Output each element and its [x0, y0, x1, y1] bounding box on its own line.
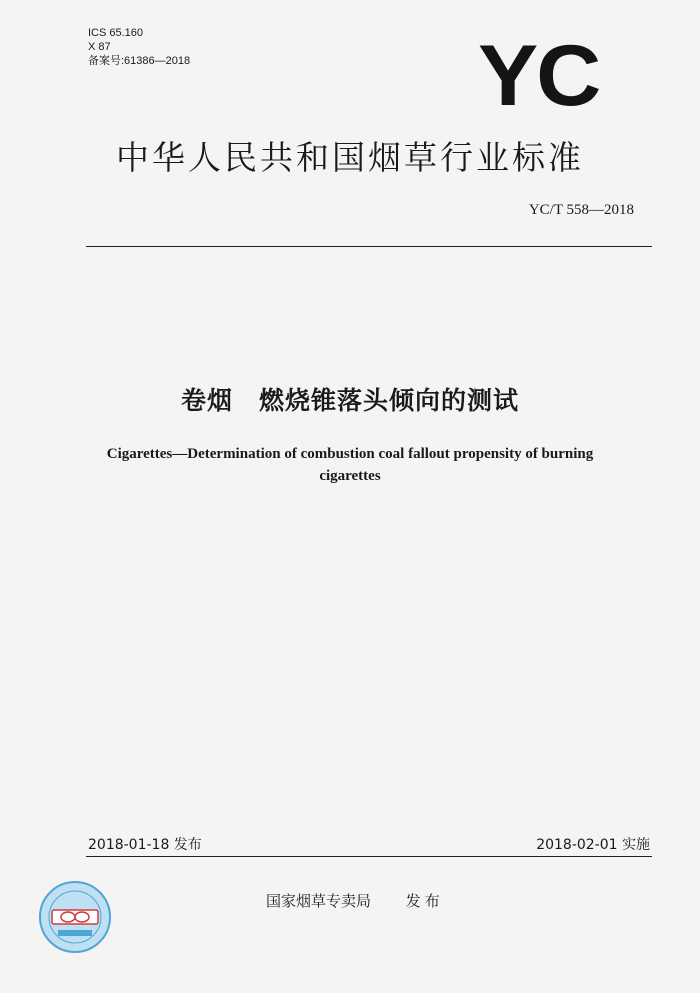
english-title: Cigarettes—Determination of combustion coal fallout propensity of burning cigarettes	[106, 446, 594, 484]
top-divider	[86, 246, 652, 247]
publisher-action: 发布	[405, 892, 444, 910]
implementation-date: 2018-02-01 实施	[536, 837, 650, 853]
standard-code: YC/T 558—2018	[528, 202, 634, 218]
bottom-divider	[86, 856, 652, 857]
standard-title: 中华人民共和国烟草行业标准	[116, 138, 584, 177]
record-number: 备案号:61386—2018	[88, 55, 191, 67]
yc-logo: YC	[478, 28, 600, 124]
publisher-name: 国家烟草专卖局	[266, 892, 372, 910]
seal-stamp-icon	[38, 880, 112, 954]
publisher	[266, 890, 444, 911]
document-meta	[88, 26, 190, 68]
ics-code: ICS 65.160	[88, 27, 144, 39]
classification-code: X 87	[88, 41, 111, 53]
chinese-title: 卷烟 燃烧锥落头倾向的测试	[180, 386, 519, 415]
issue-date: 2018-01-18 发布	[88, 837, 202, 853]
